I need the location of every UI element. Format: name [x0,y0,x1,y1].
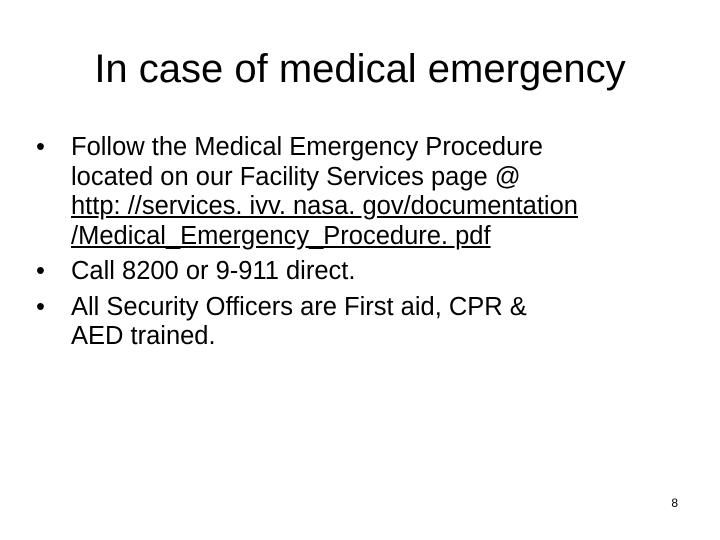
bullet-icon: • [36,257,45,285]
bullet-icon: • [36,292,45,321]
bullet-text-line: All Security Officers are First aid, CPR & [71,292,527,321]
bullet-text-line: AED trained. [71,322,216,350]
bullet-item-procedure [36,133,696,251]
bullet-text-line: Call 8200 or 9-911 direct. [71,257,356,285]
bullet-item-security-officers [36,293,696,352]
bullet-text-line: located on our Facility Services page @ [71,162,521,191]
bullet-text-line: Follow the Medical Emergency Procedure [71,133,543,161]
slide-number: 8 [671,496,678,510]
bullet-list [36,133,696,358]
bullet-icon: • [36,133,45,161]
procedure-link[interactable]: http: //services. ivv. nasa. gov/documentation [71,192,578,220]
slide-title: In case of medical emergency [94,47,626,91]
bullet-item-call [36,257,696,287]
procedure-link[interactable]: /Medical_Emergency_Procedure. pdf [71,221,491,250]
